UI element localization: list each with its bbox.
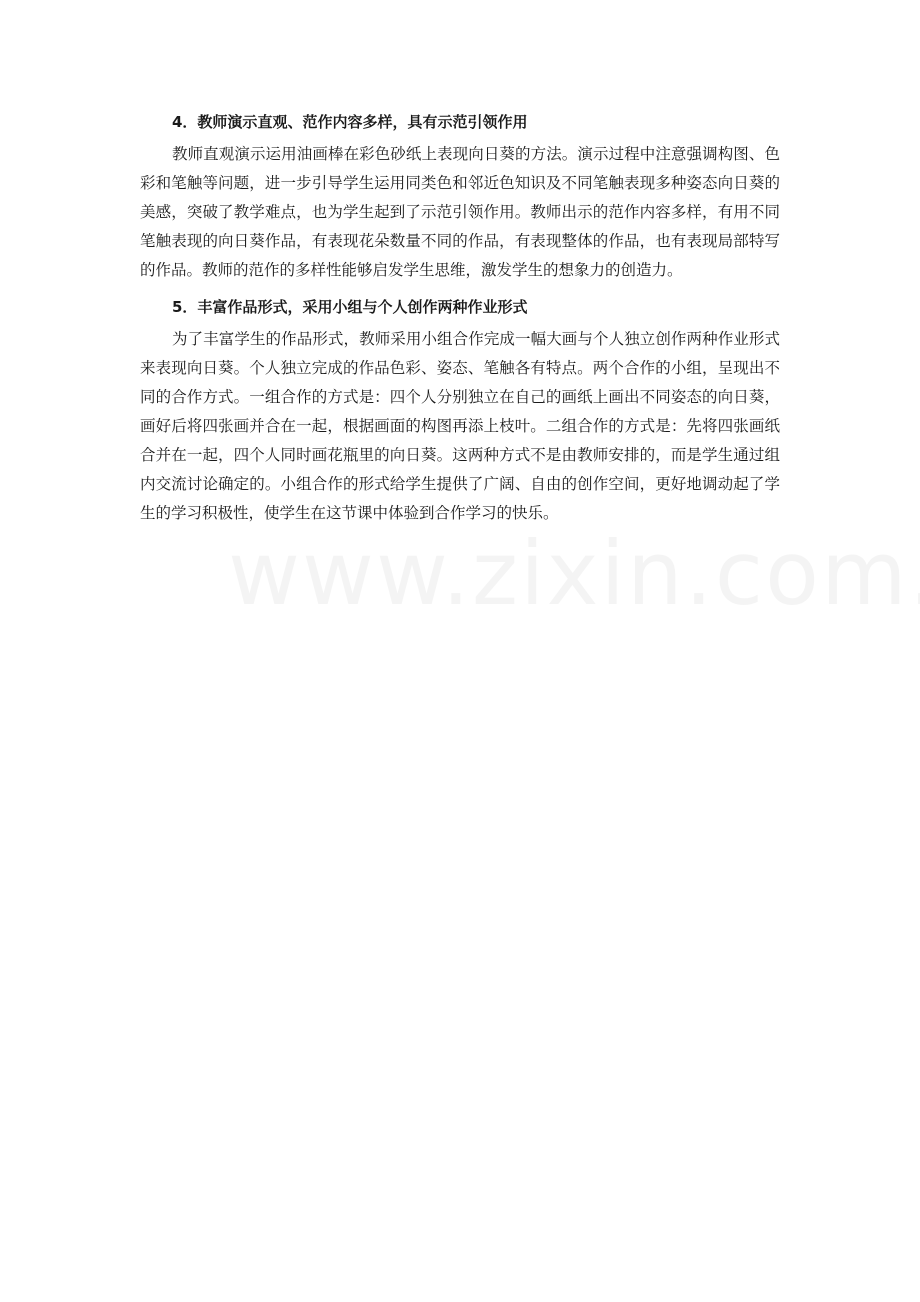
site-watermark xyxy=(228,522,920,625)
section-4-paragraph: 教师直观演示运用油画棒在彩色砂纸上表现向日葵的方法。演示过程中注意强调构图、色彩和笔触等问题，进一步引导学生运用同类色和邻近色知识及不同笔触表现多种姿态向日葵的美感，突破了教学难点，也为学生起到了示范引领作用。教师出示的范作内容多样，有用不同笔触表现的向日葵作品，有表现花朵数量不同的作品，有表现整体的作品，也有表现局部特写的作品。教师的范作的多样性能够启发学生思维，激发学生的想象力的创造力。 xyxy=(140,145,780,279)
section-4-heading: 4．教师演示直观、范作内容多样，具有示范引领作用 xyxy=(172,113,528,131)
section-5-heading: 5．丰富作品形式，采用小组与个人创作两种作业形式 xyxy=(172,298,528,316)
document-body xyxy=(140,108,780,528)
section-5-paragraph: 为了丰富学生的作品形式，教师采用小组合作完成一幅大画与个人独立创作两种作业形式来表现向日葵。个人独立完成的作品色彩、姿态、笔触各有特点。两个合作的小组，呈现出不同的合作方式。一组合作的方式是：四个人分别独立在自己的画纸上画出不同姿态的向日葵，画好后将四张画并合在一起，根据画面的构图再添上枝叶。二组合作的方式是：先将四张画纸合并在一起，四个人同时画花瓶里的向日葵。这两种方式不是由教师安排的，而是学生通过组内交流讨论确定的。小组合作的形式给学生提供了广阔、自由的创作空间，更好地调动起了学生的学习积极性，使学生在这节课中体验到合作学习的快乐。 xyxy=(140,330,780,522)
